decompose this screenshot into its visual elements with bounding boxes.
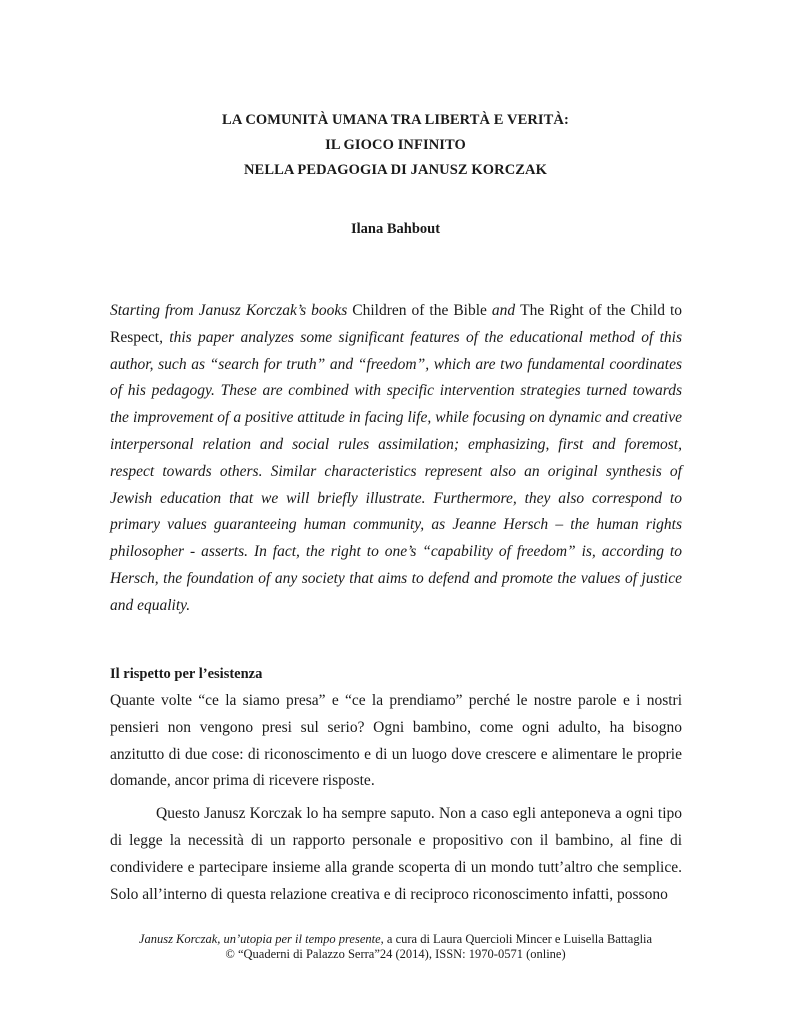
abstract-text-1: Starting from Janusz Korczak’s books: [110, 302, 353, 319]
body-paragraph-1: Quante volte “ce la siamo presa” e “ce la prendiamo” perché le nostre parole e i nostri pensieri non vengono presi sul serio? Ogni bambino, come ogni adulto, ha bisogno anzitutto di due cose: di riconoscimento e di un luogo dove crescere e alimentare le proprie domande, ancor prima di ricevere risposte.: [110, 692, 682, 790]
author-name: Ilana Bahbout: [350, 221, 441, 237]
body-paragraph-2: Questo Janusz Korczak lo ha sempre saputo. Non a caso egli anteponeva a ogni tipo di legge la necessità di un rapporto personale e propositivo con il bambino, al fine di condividere e partecipare insieme alla grande scoperta di un mondo tutt’altro che semplice. Solo all’interno di questa relazione creativa e di reciproco riconoscimento infatti, possono: [110, 805, 682, 903]
abstract-book-2: The Right of the Child to Respect: [110, 302, 683, 346]
abstract-text-2: and: [486, 302, 521, 319]
footer-line-2: © “Quaderni di Palazzo Serra”24 (2014), ISSN: 1970-0571 (online): [225, 947, 566, 961]
footer-editors: , a cura di Laura Quercioli Mincer e Luisella Battaglia: [380, 932, 653, 946]
section-body: [110, 688, 682, 908]
page-footer: [0, 932, 791, 962]
title-line-1: LA COMUNITÀ UMANA TRA LIBERTÀ E VERITÀ:: [222, 112, 569, 128]
abstract: [110, 298, 682, 620]
title-line-3: NELLA PEDAGOGIA DI JANUSZ KORCZAK: [243, 162, 547, 178]
abstract-text-3: , this paper analyzes some significant features of the educational method of this author, such as “search for truth” and “freedom”, which are two fundamental coordinates of his pedagogy. These are combined with specific intervention strategies turned towards the improvement of a positive attitude in facing life, while focusing on dynamic and creative interpersonal relation and social rules assimilation; emphasizing, first and foremost, respect towards others. Similar characteristics represent also an original synthesis of Jewish education that we will briefly illustrate. Furthermore, they also correspond to primary values guaranteeing human community, as Jeanne Hersch – the human rights philosopher - asserts. In fact, the right to one’s “capability of freedom” is, according to Hersch, the foundation of any society that aims to defend and promote the values of justice and equality.: [110, 328, 682, 614]
title-line-2: IL GIOCO INFINITO: [325, 137, 466, 153]
abstract-book-1: Children of the Bible: [352, 302, 487, 319]
footer-book-title: Janusz Korczak, un’utopia per il tempo presente: [138, 932, 381, 946]
footer-line-1: [0, 932, 791, 947]
paper-title: [0, 108, 791, 183]
section-heading: Il rispetto per l’esistenza: [110, 666, 263, 682]
